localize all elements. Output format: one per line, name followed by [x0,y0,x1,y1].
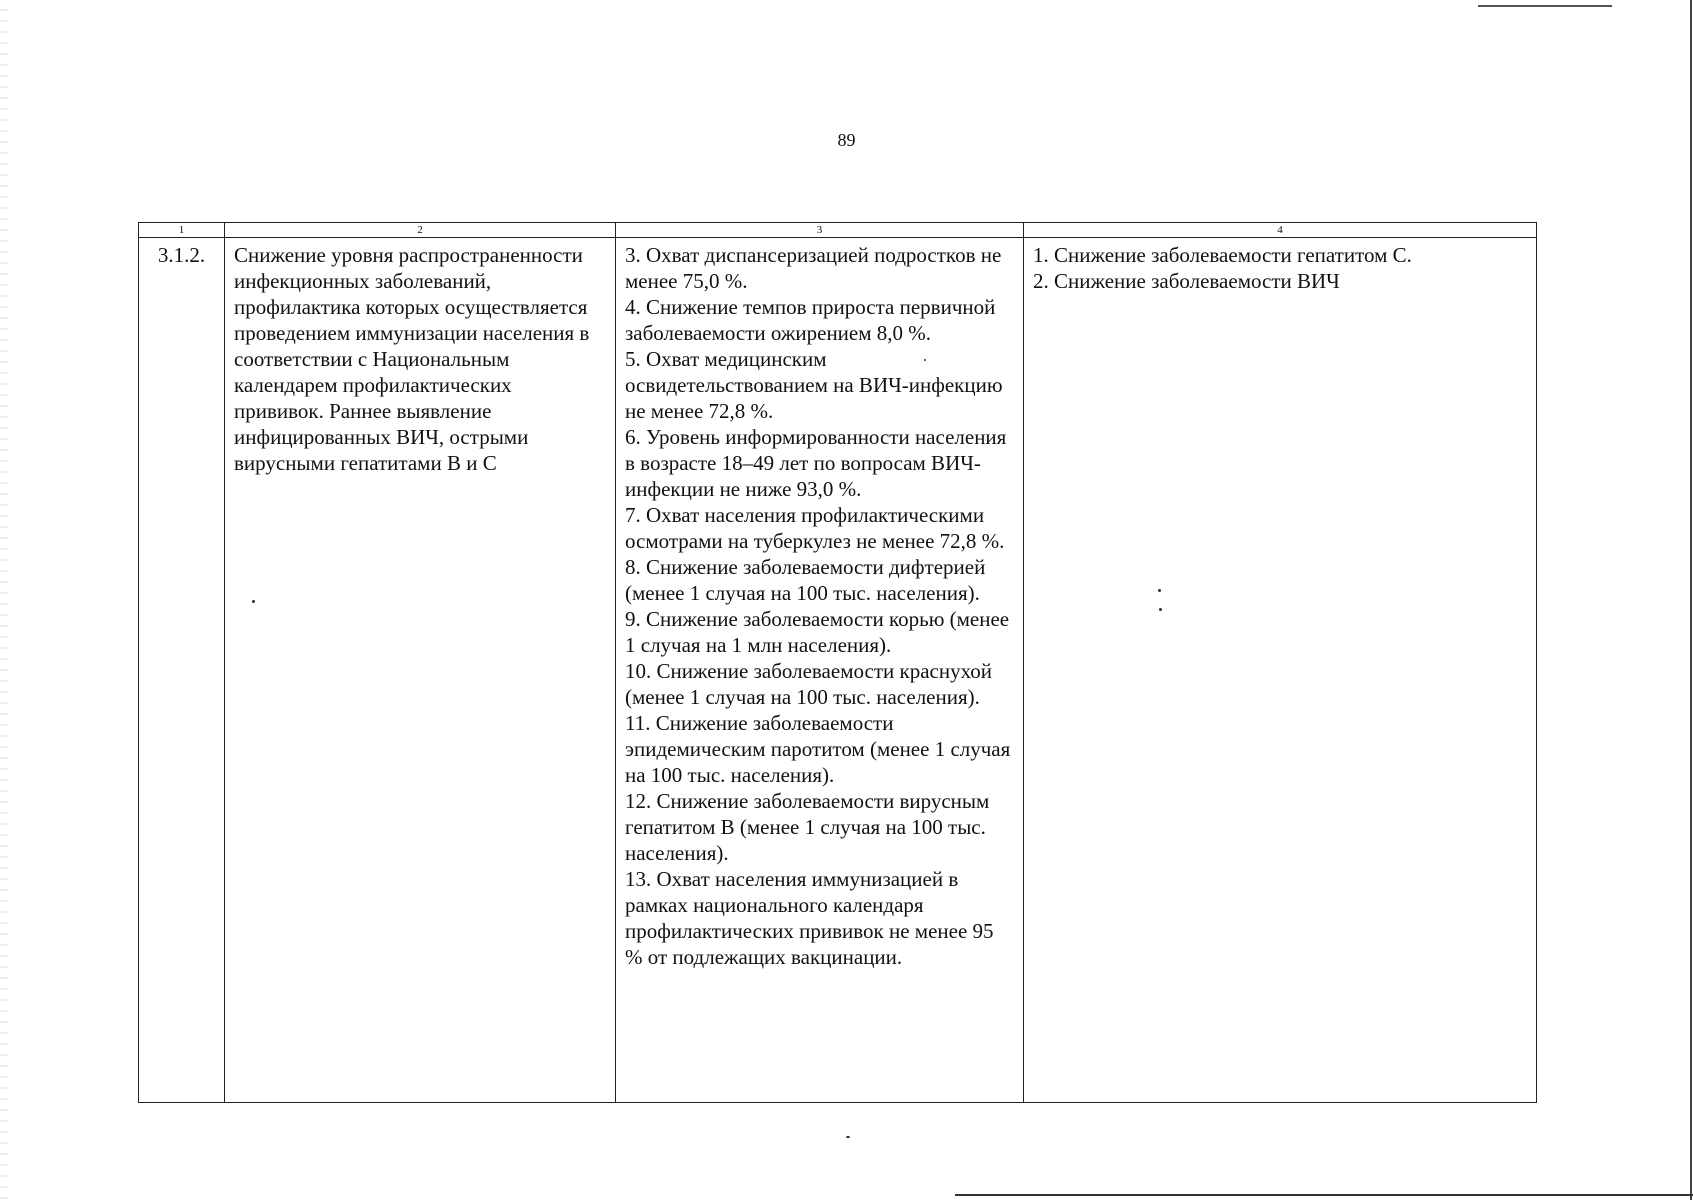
header-col-1: 1 [139,223,225,238]
indicator-item: 9. Снижение заболеваемости корью (менее 1 случая на 1 млн населения). [625,607,1010,657]
top-rule [1478,5,1612,7]
indicator-item: 13. Охват населения иммунизацией в рамках национального календаря профилактических прививок не менее 95 % от подлежащих вакцинации. [625,867,994,969]
indicator-item: 7. Охват населения профилактическими осмотрами на туберкулез не менее 72,8 %. [625,503,1005,553]
measures-table [138,222,1537,1103]
result-item: 1. Снижение заболеваемости гепатитом С. [1033,243,1412,267]
indicator-item: 8. Снижение заболеваемости дифтерией (менее 1 случая на 100 тыс. населения). [625,555,986,605]
indicator-item: 5. Охват медицинским освидетельствованием на ВИЧ-инфекцию не менее 72,8 %. [625,347,1003,423]
scan-speck [846,1136,850,1138]
indicator-item: 10. Снижение заболеваемости краснухой (менее 1 случая на 100 тыс. населения). [625,659,993,709]
indicator-item: 4. Снижение темпов прироста первичной заболеваемости ожирением 8,0 %. [625,295,996,345]
header-row [139,223,1537,238]
indicator-item: 12. Снижение заболеваемости вирусным гепатитом В (менее 1 случая на 100 тыс. населения). [625,789,990,865]
scan-speck [1158,589,1161,592]
right-edge-rule [1690,0,1692,1200]
header-col-4: 4 [1024,223,1537,238]
table-row [139,238,1537,1103]
scan-speck [1159,608,1162,611]
indicator-item: 11. Снижение заболеваемости эпидемическим паротитом (менее 1 случая на 100 тыс. населения). [625,711,1011,787]
scan-speck [252,600,255,603]
indicator-item: 6. Уровень информированности населения в возрасте 18–49 лет по вопросам ВИЧ-инфекции не ниже 93,0 %. [625,425,1007,501]
table-header [139,223,1537,238]
row-results-cell [1024,238,1537,1103]
page-number: 89 [837,130,856,150]
indicator-item: 3. Охват диспансеризацией подростков не менее 75,0 %. [625,243,1002,293]
row-number-cell: 3.1.2. [139,238,225,1103]
bottom-rule [955,1194,1693,1196]
result-item: 2. Снижение заболеваемости ВИЧ [1033,269,1340,293]
scan-edge [0,0,8,1200]
header-col-3: 3 [616,223,1024,238]
row-indicators-cell [616,238,1024,1103]
scan-speck [924,359,926,361]
row-description-cell: Снижение уровня распространенности инфекционных заболеваний, профилактика которых осуществляется проведением иммунизации населения в соответствии с Национальным календарем профилактических прививок. Раннее выявление инфицированных ВИЧ, острыми вирусными гепатитами В и С [225,238,616,1103]
header-col-2: 2 [225,223,616,238]
